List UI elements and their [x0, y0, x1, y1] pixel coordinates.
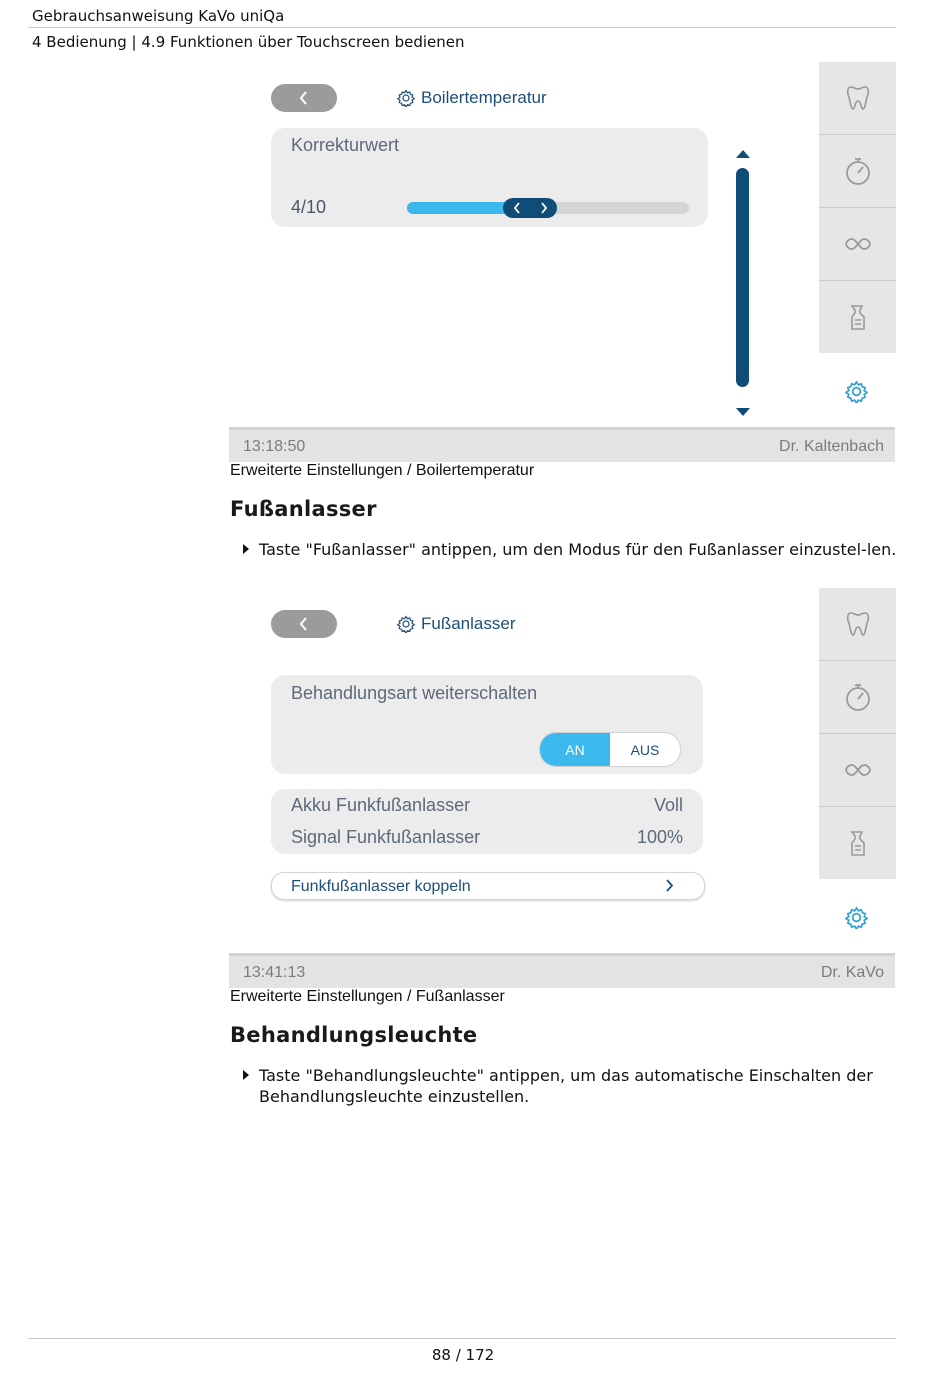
back-button[interactable]	[271, 84, 337, 112]
section-heading: Behandlungsleuchte	[230, 1023, 478, 1047]
back-button[interactable]	[271, 610, 337, 638]
an-aus-toggle[interactable]	[539, 732, 681, 767]
bottle-icon	[849, 303, 867, 331]
pair-label: Funkfußanlasser koppeln	[291, 878, 471, 895]
side-item-tooth[interactable]	[819, 588, 896, 661]
gear-icon	[397, 89, 415, 107]
status-bar	[229, 427, 895, 462]
screen-title	[397, 88, 547, 108]
side-item-endless[interactable]	[819, 208, 896, 281]
document-title: Gebrauchsanweisung KaVo uniQa	[32, 7, 285, 25]
bottle-icon	[849, 829, 867, 857]
card-label: Behandlungsart weiterschalten	[291, 683, 538, 703]
korrekturwert-card	[271, 128, 708, 227]
slider-track[interactable]	[407, 202, 689, 214]
status-time: 13:41:13	[243, 964, 306, 981]
status-time: 13:18:50	[243, 438, 306, 455]
side-item-timer[interactable]	[819, 135, 896, 208]
tooth-icon	[846, 610, 870, 638]
bullet-arrow-icon	[243, 544, 249, 554]
toggle-on[interactable]: AN	[540, 733, 610, 766]
chevron-left-icon	[299, 617, 309, 631]
arrow-up-icon	[736, 150, 750, 159]
stopwatch-icon	[844, 682, 872, 712]
status-user: Dr. KaVo	[820, 964, 884, 981]
side-menu	[819, 588, 896, 879]
instruction-text: Taste "Behandlungsleuchte" antippen, um das automatische Einschalten der Behandlungsleuchte einzustellen.	[259, 1066, 873, 1106]
screen-title	[397, 614, 515, 634]
side-item-hygiene[interactable]	[819, 281, 896, 353]
infinity-icon	[844, 236, 872, 252]
bullet-arrow-icon	[243, 1070, 249, 1080]
settings-button[interactable]	[845, 906, 868, 933]
settings-button[interactable]	[845, 380, 868, 407]
signal-label: Signal Funkfußanlasser	[291, 827, 481, 847]
akku-value: Voll	[653, 795, 683, 815]
arrow-down-icon	[736, 408, 750, 417]
side-item-timer[interactable]	[819, 661, 896, 734]
screen-title-text: Boilertemperatur	[421, 88, 547, 107]
scrollbar[interactable]	[736, 168, 749, 387]
figure-caption: Erweiterte Einstellungen / Fußanlasser	[230, 988, 505, 1005]
gear-icon	[845, 380, 868, 403]
footer-divider	[28, 1338, 896, 1339]
chevron-left-icon	[513, 202, 521, 214]
slider-thumb[interactable]	[503, 198, 557, 218]
card-label: Korrekturwert	[291, 135, 400, 155]
page-number: 88 / 172	[431, 1346, 495, 1364]
pair-button[interactable]	[271, 872, 705, 900]
status-user: Dr. Kaltenbach	[779, 438, 884, 455]
funk-status-card	[271, 789, 703, 854]
stopwatch-icon	[844, 156, 872, 186]
chevron-left-icon	[299, 91, 309, 105]
side-item-tooth[interactable]	[819, 62, 896, 135]
signal-value: 100%	[636, 827, 683, 847]
toggle-off[interactable]: AUS	[630, 741, 660, 758]
side-item-hygiene[interactable]	[819, 807, 896, 879]
korrekturwert-value: 4/10	[291, 197, 327, 217]
chevron-right-icon	[666, 879, 674, 892]
infinity-icon	[844, 762, 872, 778]
figure-caption: Erweiterte Einstellungen / Boilertemperatur	[230, 462, 535, 479]
akku-label: Akku Funkfußanlasser	[291, 795, 471, 815]
breadcrumb: 4 Bedienung | 4.9 Funktionen über Touchscreen bedienen	[32, 33, 465, 51]
side-item-endless[interactable]	[819, 734, 896, 807]
section-heading: Fußanlasser	[230, 497, 377, 521]
gear-icon	[845, 906, 868, 929]
tooth-icon	[846, 84, 870, 112]
behandlungsart-card	[271, 675, 703, 774]
scroll-up-button[interactable]	[736, 144, 750, 163]
scroll-down-button[interactable]	[736, 402, 750, 421]
instruction-text: Taste "Fußanlasser" antippen, um den Modus für den Fußanlasser einzustel-len.	[259, 540, 897, 559]
chevron-right-icon	[540, 202, 548, 214]
header-divider	[28, 27, 896, 28]
side-menu	[819, 62, 896, 353]
status-bar	[229, 953, 895, 988]
screen-title-text: Fußanlasser	[421, 614, 516, 633]
gear-icon	[397, 615, 415, 633]
